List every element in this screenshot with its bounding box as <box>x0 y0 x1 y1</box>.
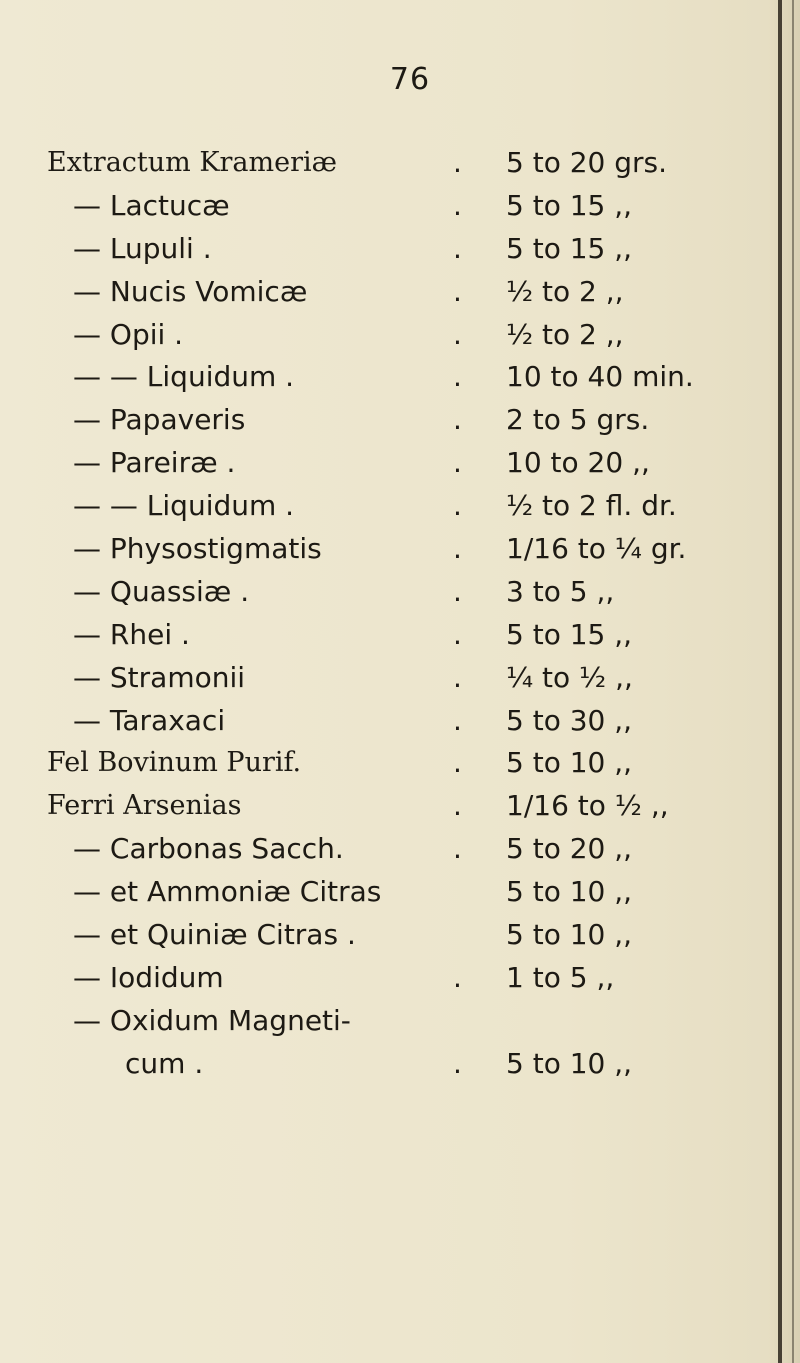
entry-dose: 5 to 10 ,, <box>506 875 633 909</box>
entry-name: — Rhei . <box>73 617 190 651</box>
entry-name: — Iodidum <box>73 960 224 994</box>
entry-dose: 5 to 20 grs. <box>506 146 668 179</box>
entry-name: — Stramonii <box>73 660 246 694</box>
entry-leader-dot: . <box>453 274 462 308</box>
entry-name: Ferri Arsenias <box>47 790 242 822</box>
entry-dose: 1 to 5 ,, <box>506 960 615 994</box>
entry-name: — Carbonas Sacch. <box>73 832 344 866</box>
table-row <box>0 700 790 743</box>
entry-leader-dot: . <box>453 617 462 651</box>
entry-name: — et Ammoniæ Citras <box>73 875 382 909</box>
entry-dose: ½ to 2 ,, <box>506 317 624 351</box>
table-row <box>0 571 790 614</box>
table-row <box>0 657 790 700</box>
table-row <box>0 142 790 185</box>
entry-name: — — Liquidum . <box>73 360 295 394</box>
entry-leader-dot: . <box>453 489 462 523</box>
entry-name: — Oxidum Magneti- <box>73 1003 351 1037</box>
entry-name: — Papaveris <box>73 403 246 437</box>
entry-name: — Opii . <box>73 317 184 351</box>
table-row <box>0 828 790 871</box>
table-row <box>0 528 790 571</box>
entry-dose: 5 to 10 ,, <box>506 918 633 952</box>
entry-dose: 5 to 10 ,, <box>506 746 633 780</box>
entry-name: — Lactucæ <box>73 188 230 222</box>
entry-dose: ½ to 2 fl. dr. <box>506 489 677 523</box>
page-number: 76 <box>389 62 431 97</box>
entry-leader-dot: . <box>453 532 462 566</box>
entry-dose: ¼ to ½ ,, <box>506 660 633 694</box>
entry-name: Extractum Krameriæ <box>47 147 338 178</box>
entry-leader-dot: . <box>453 231 462 265</box>
entry-leader-dot: . <box>453 360 462 394</box>
entry-name: Fel Bovinum Purif. <box>47 747 302 779</box>
entry-dose: 1/16 to ½ ,, <box>506 789 669 823</box>
table-row <box>0 485 790 528</box>
entry-dose: 5 to 15 ,, <box>506 188 633 222</box>
entry-dose: 5 to 15 ,, <box>506 231 633 265</box>
table-row <box>0 742 790 785</box>
entry-dose: 2 to 5 grs. <box>506 403 650 437</box>
entry-name: — Physostigmatis <box>73 532 322 566</box>
table-row <box>0 271 790 314</box>
entry-dose: 1/16 to ¼ gr. <box>506 532 687 566</box>
entry-dose: 10 to 40 min. <box>506 360 694 394</box>
entry-name: — Taraxaci <box>73 703 226 737</box>
table-row <box>0 614 790 657</box>
entry-dose: ½ to 2 ,, <box>506 274 624 308</box>
entry-leader-dot: . <box>453 146 462 179</box>
entry-name: — Quassiæ . <box>73 574 250 608</box>
entry-leader-dot: . <box>453 960 462 994</box>
entry-name: — Lupuli . <box>73 231 212 265</box>
entry-dose: 5 to 30 ,, <box>506 703 633 737</box>
entry-dose: 10 to 20 ,, <box>506 446 650 480</box>
table-row <box>0 314 790 357</box>
table-row <box>0 957 790 1000</box>
entry-leader-dot: . <box>453 703 462 737</box>
table-row <box>0 185 790 228</box>
entry-name: — — Liquidum . <box>73 489 295 523</box>
entry-leader-dot: . <box>453 188 462 222</box>
entry-leader-dot: . <box>453 1046 462 1080</box>
entry-name: — Nucis Vomicæ <box>73 274 308 308</box>
entry-dose: 5 to 20 ,, <box>506 832 633 866</box>
entry-name: — Pareiræ . <box>73 446 236 480</box>
entry-name: — et Quiniæ Citras . <box>73 918 356 952</box>
table-row <box>0 1000 790 1043</box>
table-row <box>0 1043 790 1086</box>
table-row <box>0 914 790 957</box>
table-row <box>0 785 790 828</box>
entry-dose: 5 to 10 ,, <box>506 1046 633 1080</box>
table-row <box>0 442 790 485</box>
entry-leader-dot: . <box>453 403 462 437</box>
entry-leader-dot: . <box>453 832 462 866</box>
entry-dose: 3 to 5 ,, <box>506 574 615 608</box>
table-row <box>0 228 790 271</box>
entry-leader-dot: . <box>453 317 462 351</box>
entry-leader-dot: . <box>453 574 462 608</box>
entry-leader-dot: . <box>453 746 462 780</box>
table-row <box>0 356 790 399</box>
entry-name: cum . <box>125 1046 204 1080</box>
table-row <box>0 399 790 442</box>
table-row <box>0 871 790 914</box>
entry-dose: 5 to 15 ,, <box>506 617 633 651</box>
dosage-table <box>0 142 790 1086</box>
entry-leader-dot: . <box>453 446 462 480</box>
page-binding-edge-outer <box>792 0 794 1363</box>
entry-leader-dot: . <box>453 789 462 823</box>
entry-leader-dot: . <box>453 660 462 694</box>
